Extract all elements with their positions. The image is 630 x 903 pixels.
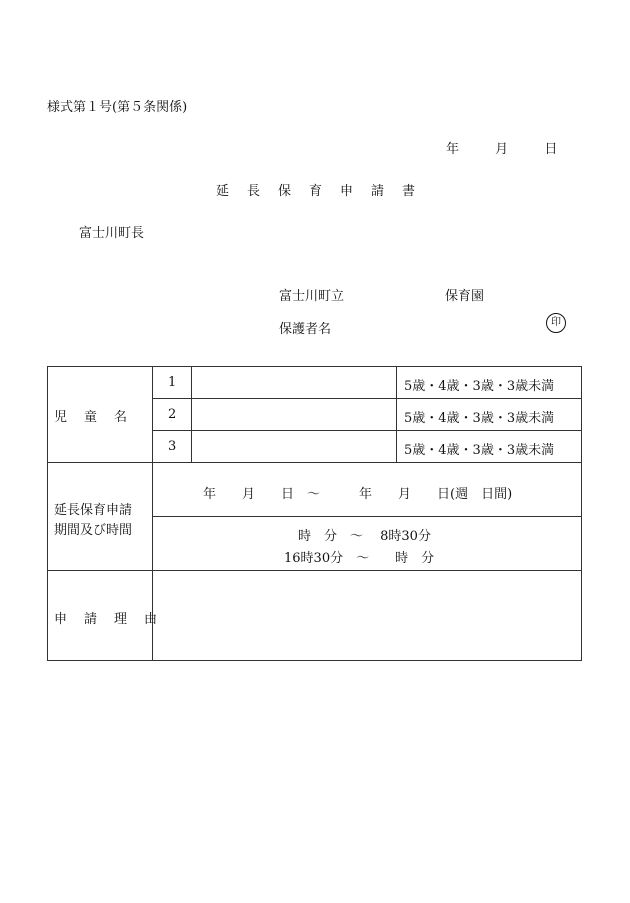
nursery-prefix: 富士川町立 — [279, 289, 345, 304]
reason-field[interactable] — [154, 573, 580, 659]
guardian-name-label: 保護者名 — [279, 322, 332, 337]
child-number: 2 — [168, 407, 177, 422]
table-divider — [152, 430, 582, 431]
child-name-field[interactable] — [193, 368, 395, 397]
table-divider — [191, 367, 192, 462]
child-age-options[interactable]: 5歳・4歳・3歳・3歳未満 — [404, 379, 555, 394]
table-divider — [152, 398, 582, 399]
nursery-suffix: 保育園 — [445, 289, 485, 304]
child-number: 3 — [168, 439, 177, 454]
table-divider — [152, 516, 582, 517]
reason-label: 申 請 理 由 — [54, 612, 160, 627]
application-table — [47, 366, 582, 661]
child-name-field[interactable] — [193, 400, 395, 429]
child-name-field[interactable] — [193, 432, 395, 461]
children-name-label: 児 童 名 — [54, 410, 130, 425]
table-divider — [48, 462, 582, 463]
date-day-label: 日 — [544, 142, 558, 157]
child-number: 1 — [168, 375, 177, 390]
period-label-line2: 期間及び時間 — [54, 523, 133, 538]
table-divider — [396, 367, 397, 462]
period-label-line1: 延長保育申請 — [54, 503, 133, 518]
child-age-options[interactable]: 5歳・4歳・3歳・3歳未満 — [404, 411, 555, 426]
date-month-label: 月 — [495, 142, 509, 157]
time-line-2[interactable]: 16時30分 ～ 時 分 — [284, 551, 435, 566]
date-year-label: 年 — [446, 142, 460, 157]
period-date-field[interactable]: 年 月 日 ～ 年 月 日(週 日間) — [203, 487, 513, 502]
date-line — [446, 138, 557, 157]
form-number: 様式第１号(第５条関係) — [47, 100, 188, 115]
child-age-options[interactable]: 5歳・4歳・3歳・3歳未満 — [404, 443, 555, 458]
document-title: 延長保育申請書 — [216, 184, 434, 199]
seal-icon: 印 — [546, 313, 566, 333]
addressee: 富士川町長 — [79, 226, 145, 241]
table-divider — [48, 570, 582, 571]
time-line-1[interactable]: 時 分 ～ 8時30分 — [298, 529, 431, 544]
